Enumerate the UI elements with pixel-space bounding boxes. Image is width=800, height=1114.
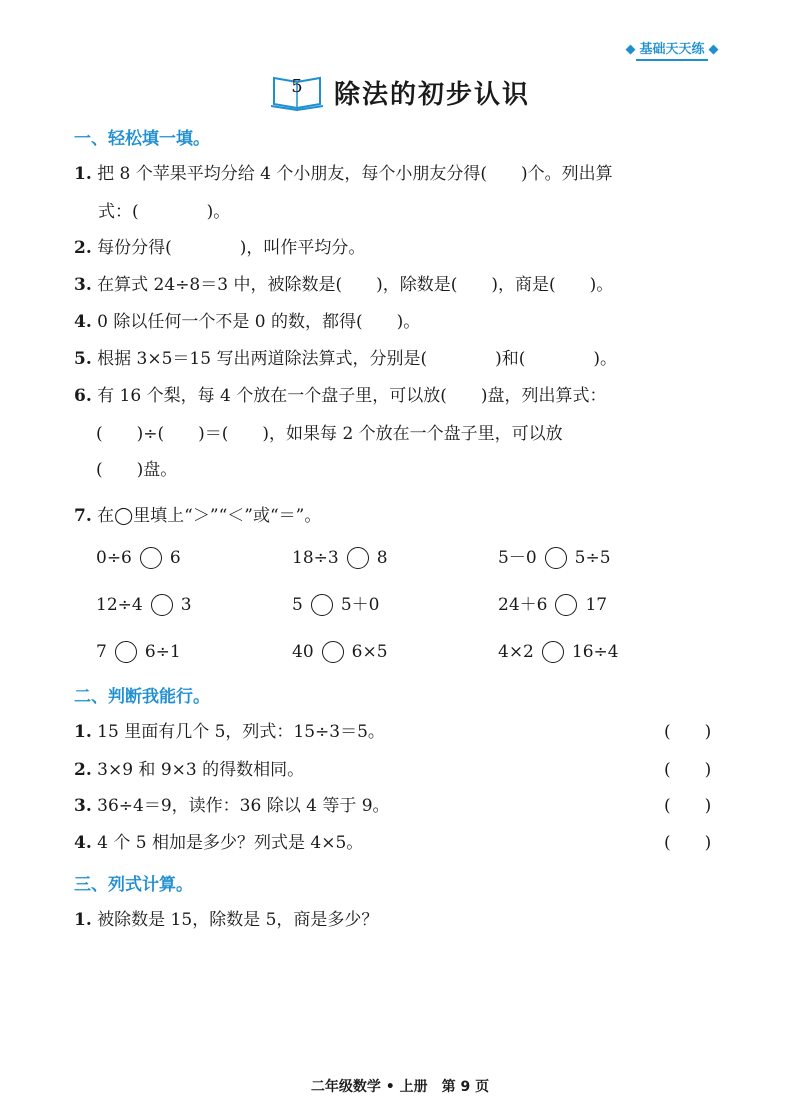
question-2 — [74, 236, 365, 260]
comparison-right: 3 — [180, 595, 192, 615]
question-text: 根据 3×5＝15 写出两道除法算式，分别是( )和( )。 — [97, 349, 617, 369]
comparison-item — [498, 638, 619, 666]
comparison-item — [292, 591, 379, 619]
section-heading: 二、判断我能行。 — [74, 687, 210, 707]
question-text: 在算式 24÷8＝3 中，被除数是( )，除数是( )，商是( )。 — [97, 275, 614, 295]
brand-tag — [612, 36, 732, 62]
answer-circle[interactable] — [115, 641, 137, 663]
question-text: 有 16 个梨，每 4 个放在一个盘子里，可以放( )盘，列出算式： — [97, 386, 607, 406]
question-text: 被除数是 15，除数是 5，商是多少？ — [97, 910, 379, 930]
question-6-continued: ( )盘。 — [96, 460, 178, 480]
open-book-icon — [270, 72, 324, 112]
answer-circle[interactable] — [555, 594, 577, 616]
comparison-item — [96, 591, 192, 619]
question-6-continued: ( )÷( )＝( )，如果每 2 个放在一个盘子里，可以放 — [96, 424, 563, 444]
answer-circle[interactable] — [542, 641, 564, 663]
question-1 — [74, 162, 613, 186]
comparison-item — [96, 544, 181, 572]
question-number: 6. — [74, 386, 92, 406]
section-heading: 一、轻松填一填。 — [74, 129, 210, 149]
question-1-continued: 式：( )。 — [98, 202, 231, 222]
question-number: 5. — [74, 349, 92, 369]
question-text: 36÷4＝9，读作：36 除以 4 等于 9。 — [97, 796, 390, 816]
page-title: 除法的初步认识 — [334, 79, 531, 110]
comparison-left: 40 — [292, 642, 314, 662]
comparison-left: 5－0 — [498, 548, 537, 568]
comparison-item — [292, 638, 388, 666]
comparison-right: 6÷1 — [144, 642, 181, 662]
comparison-item — [96, 638, 181, 666]
question-text: 把 8 个苹果平均分给 4 个小朋友，每个小朋友分得( )个。列出算 — [97, 164, 613, 184]
question-5 — [74, 347, 617, 371]
question-3 — [74, 273, 613, 297]
comparison-left: 0÷6 — [96, 548, 132, 568]
comparison-right: 16÷4 — [571, 642, 619, 662]
question-1 — [74, 908, 378, 932]
section-heading: 三、列式计算。 — [74, 875, 193, 895]
answer-circle[interactable] — [311, 594, 333, 616]
comparison-item — [292, 544, 388, 572]
question-text: 每份分得( )，叫作平均分。 — [97, 238, 366, 258]
question-7 — [74, 504, 321, 528]
question-number: 2. — [74, 238, 92, 258]
comparison-right: 6 — [169, 548, 181, 568]
comparison-left: 24＋6 — [498, 595, 548, 615]
comparison-left: 5 — [292, 595, 303, 615]
comparison-right: 5＋0 — [340, 595, 380, 615]
answer-circle[interactable] — [322, 641, 344, 663]
page-title-block — [270, 70, 530, 114]
answer-bracket[interactable]: ( ) — [664, 760, 712, 780]
answer-bracket[interactable]: ( ) — [664, 722, 712, 742]
diamond-icon: ◆ — [708, 41, 719, 57]
question-number: 7. — [74, 506, 92, 526]
page-footer: 二年级数学 • 上册 第 9 页 — [310, 1079, 490, 1095]
question-number: 1. — [74, 910, 92, 930]
answer-bracket[interactable]: ( ) — [664, 833, 712, 853]
diamond-icon: ◆ — [625, 41, 636, 57]
brand-text: 基础天天练 — [636, 38, 707, 61]
answer-bracket[interactable]: ( ) — [664, 796, 712, 816]
question-4 — [74, 310, 420, 334]
comparison-left: 12÷4 — [96, 595, 143, 615]
comparison-right: 5÷5 — [574, 548, 611, 568]
unit-number: 5 — [291, 76, 303, 97]
question-text: 3×9 和 9×3 的得数相同。 — [97, 760, 305, 780]
question-number: 3. — [74, 275, 92, 295]
question-number: 4. — [74, 833, 92, 853]
question-number: 2. — [74, 760, 92, 780]
question-text: 15 里面有几个 5，列式：15÷3＝5。 — [97, 722, 385, 742]
question-6 — [74, 384, 606, 408]
comparison-left: 7 — [96, 642, 107, 662]
comparison-item — [498, 591, 607, 619]
question-text: 4 个 5 相加是多少？列式是 4×5。 — [97, 833, 364, 853]
question-number: 3. — [74, 796, 92, 816]
answer-circle[interactable] — [545, 547, 567, 569]
comparison-right: 17 — [585, 595, 608, 615]
judge-item — [74, 831, 363, 855]
comparison-right: 8 — [376, 548, 388, 568]
question-text: 在◯里填上“＞”“＜”或“＝”。 — [97, 506, 322, 526]
comparison-left: 18÷3 — [292, 548, 339, 568]
answer-circle[interactable] — [140, 547, 162, 569]
judge-item — [74, 794, 390, 818]
judge-item — [74, 758, 304, 782]
question-number: 4. — [74, 312, 92, 332]
comparison-left: 4×2 — [498, 642, 534, 662]
comparison-right: 6×5 — [351, 642, 388, 662]
judge-item — [74, 720, 385, 744]
question-number: 1. — [74, 164, 92, 184]
question-text: 0 除以任何一个不是 0 的数，都得( )。 — [97, 312, 421, 332]
comparison-item — [498, 544, 611, 572]
question-number: 1. — [74, 722, 92, 742]
answer-circle[interactable] — [347, 547, 369, 569]
answer-circle[interactable] — [151, 594, 173, 616]
